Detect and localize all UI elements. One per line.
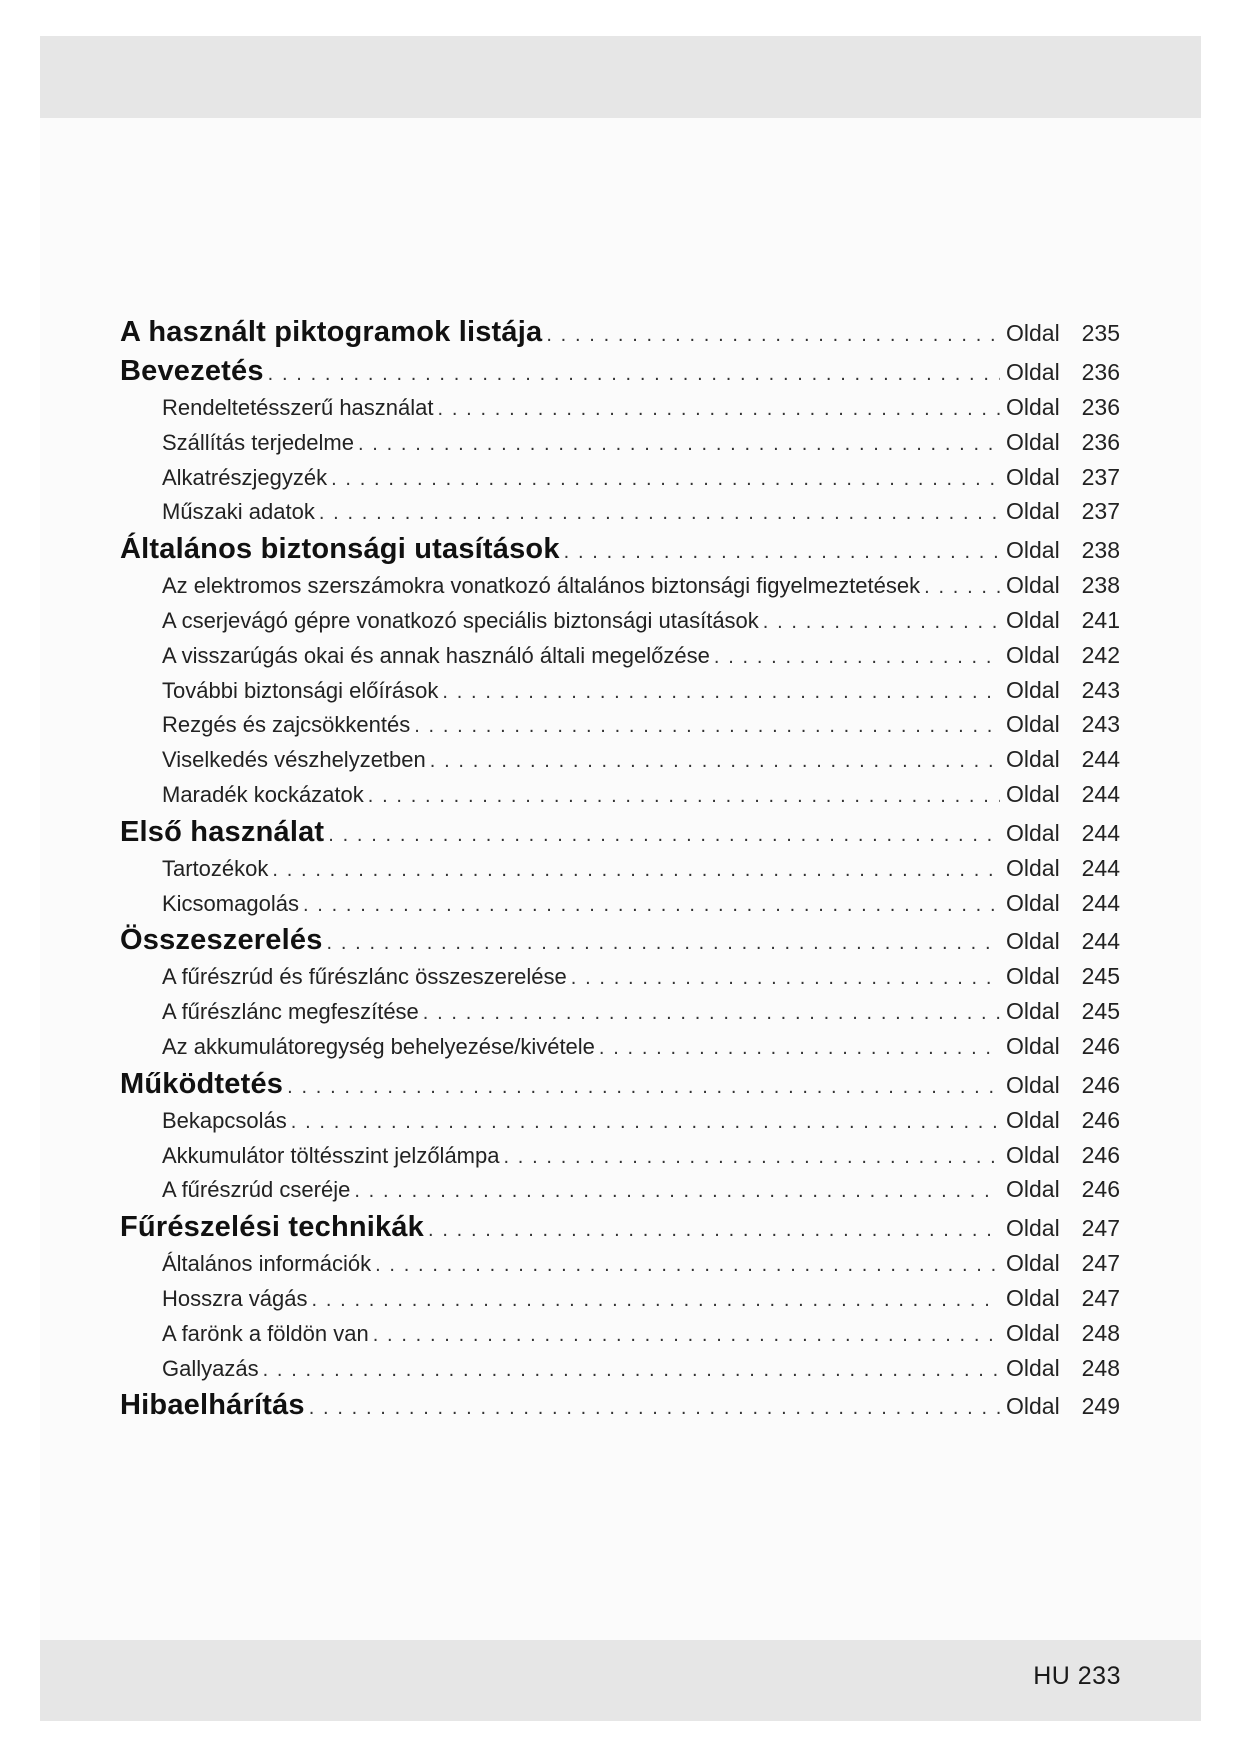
toc-subsection-entry[interactable] xyxy=(120,1285,1120,1320)
toc-page-number: 246 xyxy=(1081,1176,1120,1203)
toc-section-entry[interactable] xyxy=(120,355,1120,394)
toc-entry-title: Általános információk xyxy=(162,1251,372,1277)
toc-entry-title: A használt piktogramok listája xyxy=(120,316,543,348)
toc-page-number: 243 xyxy=(1081,711,1120,738)
toc-page-number: 248 xyxy=(1081,1354,1120,1381)
toc-page-number: 249 xyxy=(1081,1393,1120,1420)
toc-section-entry[interactable] xyxy=(120,533,1120,572)
toc-subsection-entry[interactable] xyxy=(120,963,1120,998)
toc-leader-dots xyxy=(327,932,1000,955)
toc-subsection-entry[interactable] xyxy=(120,677,1120,712)
toc-leader-dots xyxy=(423,1002,1000,1025)
toc-entry-title: Első használat xyxy=(120,815,325,848)
toc-page-label: Oldal xyxy=(1006,1141,1060,1168)
toc-subsection-entry[interactable] xyxy=(120,1176,1120,1211)
toc-page-label: Oldal xyxy=(1006,320,1060,346)
toc-entry-title: A fűrészlánc megfeszítése xyxy=(162,999,419,1025)
toc-section-entry[interactable] xyxy=(120,924,1120,963)
toc-page-label: Oldal xyxy=(1006,1250,1060,1277)
toc-page-label: Oldal xyxy=(1006,780,1060,807)
toc-page-label: Oldal xyxy=(1006,889,1060,916)
toc-leader-dots xyxy=(571,967,1000,990)
toc-subsection-entry[interactable] xyxy=(120,746,1120,781)
toc-page-number: 235 xyxy=(1081,320,1120,346)
toc-entry-title: Viselkedés vészhelyzetben xyxy=(162,747,426,773)
footer-bar xyxy=(40,1640,1201,1721)
toc-entry-title: Hibaelhárítás xyxy=(120,1389,305,1422)
toc-subsection-entry[interactable] xyxy=(120,781,1120,816)
toc-leader-dots xyxy=(331,468,1000,491)
toc-entry-title: Maradék kockázatok xyxy=(162,781,364,807)
toc-leader-dots xyxy=(714,646,1000,669)
toc-page-number: 238 xyxy=(1081,572,1120,599)
toc-page-label: Oldal xyxy=(1006,428,1060,455)
toc-entry-title: Tartozékok xyxy=(162,855,269,881)
toc-entry-title: Bekapcsolás xyxy=(162,1107,287,1133)
toc-leader-dots xyxy=(546,324,1000,347)
toc-page-label: Oldal xyxy=(1006,606,1060,633)
toc-page-label: Oldal xyxy=(1006,676,1060,703)
toc-leader-dots xyxy=(428,1219,1000,1242)
toc-subsection-entry[interactable] xyxy=(120,855,1120,890)
toc-leader-dots xyxy=(763,611,1000,634)
toc-subsection-entry[interactable] xyxy=(120,1320,1120,1355)
toc-entry-title: Rendeltetésszerű használat xyxy=(162,395,434,420)
toc-page-number: 245 xyxy=(1081,963,1120,990)
toc-page-label: Oldal xyxy=(1006,1106,1060,1133)
toc-entry-title: Hosszra vágás xyxy=(162,1285,308,1311)
toc-page-label: Oldal xyxy=(1006,1032,1060,1059)
toc-page-number: 247 xyxy=(1081,1284,1120,1311)
toc-page-number: 248 xyxy=(1081,1319,1120,1346)
toc-page-label: Oldal xyxy=(1006,1284,1060,1311)
toc-page-label: Oldal xyxy=(1006,463,1060,490)
toc-leader-dots xyxy=(354,1180,1000,1203)
toc-entry-title: A fűrészrúd cseréje xyxy=(162,1177,351,1203)
toc-leader-dots xyxy=(373,1324,1000,1347)
toc-section-entry[interactable] xyxy=(120,316,1120,355)
toc-page-label: Oldal xyxy=(1006,1354,1060,1381)
toc-page-label: Oldal xyxy=(1006,1319,1060,1346)
toc-page-number: 244 xyxy=(1081,854,1120,881)
toc-leader-dots xyxy=(287,1076,1000,1099)
toc-page-label: Oldal xyxy=(1006,1393,1060,1420)
toc-page-number: 237 xyxy=(1081,498,1120,525)
toc-page-number: 247 xyxy=(1081,1215,1120,1242)
toc-subsection-entry[interactable] xyxy=(120,1142,1120,1177)
toc-subsection-entry[interactable] xyxy=(120,642,1120,677)
toc-subsection-entry[interactable] xyxy=(120,1033,1120,1068)
toc-leader-dots xyxy=(309,1397,1000,1420)
toc-leader-dots xyxy=(375,1254,1000,1277)
toc-entry-title: Az elektromos szerszámokra vonatkozó általános biztonsági figyelmeztetések xyxy=(162,573,921,599)
toc-page-number: 244 xyxy=(1081,928,1120,955)
toc-page-number: 244 xyxy=(1081,780,1120,807)
toc-section-entry[interactable] xyxy=(120,816,1120,855)
toc-leader-dots xyxy=(303,894,1000,917)
toc-page-number: 236 xyxy=(1081,359,1120,385)
toc-entry-title: Kicsomagolás xyxy=(162,890,299,916)
toc-entry-title: Bevezetés xyxy=(120,355,264,387)
toc-section-entry[interactable] xyxy=(120,1389,1120,1428)
toc-entry-title: Összeszerelés xyxy=(120,924,323,957)
toc-page-number: 236 xyxy=(1081,394,1120,420)
toc-page-label: Oldal xyxy=(1006,746,1060,773)
toc-page-label: Oldal xyxy=(1006,963,1060,990)
toc-entry-title: Akkumulátor töltésszint jelzőlámpa xyxy=(162,1142,500,1168)
toc-subsection-entry[interactable] xyxy=(120,1250,1120,1285)
toc-page-number: 245 xyxy=(1081,998,1120,1025)
toc-subsection-entry[interactable] xyxy=(120,572,1120,607)
toc-leader-dots xyxy=(503,1146,1000,1169)
toc-page-number: 237 xyxy=(1081,463,1120,490)
toc-page-label: Oldal xyxy=(1006,498,1060,525)
toc-page-number: 246 xyxy=(1081,1032,1120,1059)
toc-page-label: Oldal xyxy=(1006,1176,1060,1203)
toc-leader-dots xyxy=(414,715,1000,738)
toc-page-number: 244 xyxy=(1081,889,1120,916)
toc-subsection-entry[interactable] xyxy=(120,498,1120,533)
toc-page-label: Oldal xyxy=(1006,359,1060,385)
toc-subsection-entry[interactable] xyxy=(120,464,1120,499)
toc-entry-title: Műszaki adatok xyxy=(162,499,315,525)
header-bar xyxy=(40,36,1201,118)
toc-leader-dots xyxy=(291,1111,1000,1134)
toc-leader-dots xyxy=(430,750,1000,773)
toc-leader-dots xyxy=(272,859,1000,882)
toc-page-label: Oldal xyxy=(1006,394,1060,420)
page-number-value: 233 xyxy=(1077,1662,1121,1690)
toc-page-label: Oldal xyxy=(1006,537,1060,564)
toc-page-label: Oldal xyxy=(1006,928,1060,955)
toc-entry-title: Rezgés és zajcsökkentés xyxy=(162,712,411,738)
toc-leader-dots xyxy=(268,363,1000,386)
toc-page-label: Oldal xyxy=(1006,1071,1060,1098)
toc-leader-dots xyxy=(442,681,1000,704)
toc-subsection-entry[interactable] xyxy=(120,890,1120,925)
toc-subsection-entry[interactable] xyxy=(120,711,1120,746)
toc-entry-title: A cserjevágó gépre vonatkozó speciális biztonsági utasítások xyxy=(162,607,759,633)
toc-section-entry[interactable] xyxy=(120,1211,1120,1250)
toc-page-number: 244 xyxy=(1081,746,1120,773)
toc-page-label: Oldal xyxy=(1006,819,1060,846)
toc-page-number: 246 xyxy=(1081,1106,1120,1133)
toc-leader-dots xyxy=(599,1037,1000,1060)
toc-page-label: Oldal xyxy=(1006,854,1060,881)
toc-leader-dots xyxy=(328,824,1000,847)
toc-entry-title: Gallyazás xyxy=(162,1355,259,1381)
toc-page-number: 246 xyxy=(1081,1141,1120,1168)
toc-page-number: 244 xyxy=(1081,819,1120,846)
toc-page-label: Oldal xyxy=(1006,998,1060,1025)
toc-entry-title: Általános biztonsági utasítások xyxy=(120,533,560,566)
toc-leader-dots xyxy=(263,1359,1000,1382)
toc-leader-dots xyxy=(564,541,1000,564)
toc-entry-title: A fűrészrúd és fűrészlánc összeszerelése xyxy=(162,964,567,990)
toc-entry-title: Működtetés xyxy=(120,1067,284,1100)
toc-leader-dots xyxy=(438,398,1001,421)
toc-subsection-entry[interactable] xyxy=(120,998,1120,1033)
toc-page-number: 246 xyxy=(1081,1071,1120,1098)
toc-subsection-entry[interactable] xyxy=(120,429,1120,464)
toc-entry-title: Az akkumulátoregység behelyezése/kivétele xyxy=(162,1033,595,1059)
toc-entry-title: A farönk a földön van xyxy=(162,1320,369,1346)
toc-page-label: Oldal xyxy=(1006,1215,1060,1242)
toc-entry-title: Szállítás terjedelme xyxy=(162,429,354,455)
toc-entry-title: További biztonsági előírások xyxy=(162,677,439,703)
toc-subsection-entry[interactable] xyxy=(120,394,1120,429)
toc-leader-dots xyxy=(319,502,1000,525)
toc-page-label: Oldal xyxy=(1006,711,1060,738)
table-of-contents xyxy=(120,316,1120,1428)
toc-page-number: 238 xyxy=(1081,537,1120,564)
toc-page-number: 241 xyxy=(1081,606,1120,633)
toc-page-number: 236 xyxy=(1081,428,1120,455)
toc-entry-title: Alkatrészjegyzék xyxy=(162,464,328,490)
toc-leader-dots xyxy=(368,785,1000,808)
toc-leader-dots xyxy=(312,1289,1000,1312)
toc-subsection-entry[interactable] xyxy=(120,1355,1120,1390)
page-number xyxy=(1033,1662,1121,1691)
toc-subsection-entry[interactable] xyxy=(120,607,1120,642)
toc-leader-dots xyxy=(924,576,1000,599)
toc-page-number: 242 xyxy=(1081,641,1120,668)
toc-subsection-entry[interactable] xyxy=(120,1107,1120,1142)
toc-entry-title: Fűrészelési technikák xyxy=(120,1211,425,1244)
toc-page-number: 243 xyxy=(1081,676,1120,703)
toc-page-number: 247 xyxy=(1081,1250,1120,1277)
toc-leader-dots xyxy=(358,433,1000,456)
toc-section-entry[interactable] xyxy=(120,1068,1120,1107)
toc-entry-title: A visszarúgás okai és annak használó általi megelőzése xyxy=(162,642,710,668)
toc-page-label: Oldal xyxy=(1006,572,1060,599)
toc-page-label: Oldal xyxy=(1006,641,1060,668)
page-language-code: HU xyxy=(1033,1662,1071,1690)
